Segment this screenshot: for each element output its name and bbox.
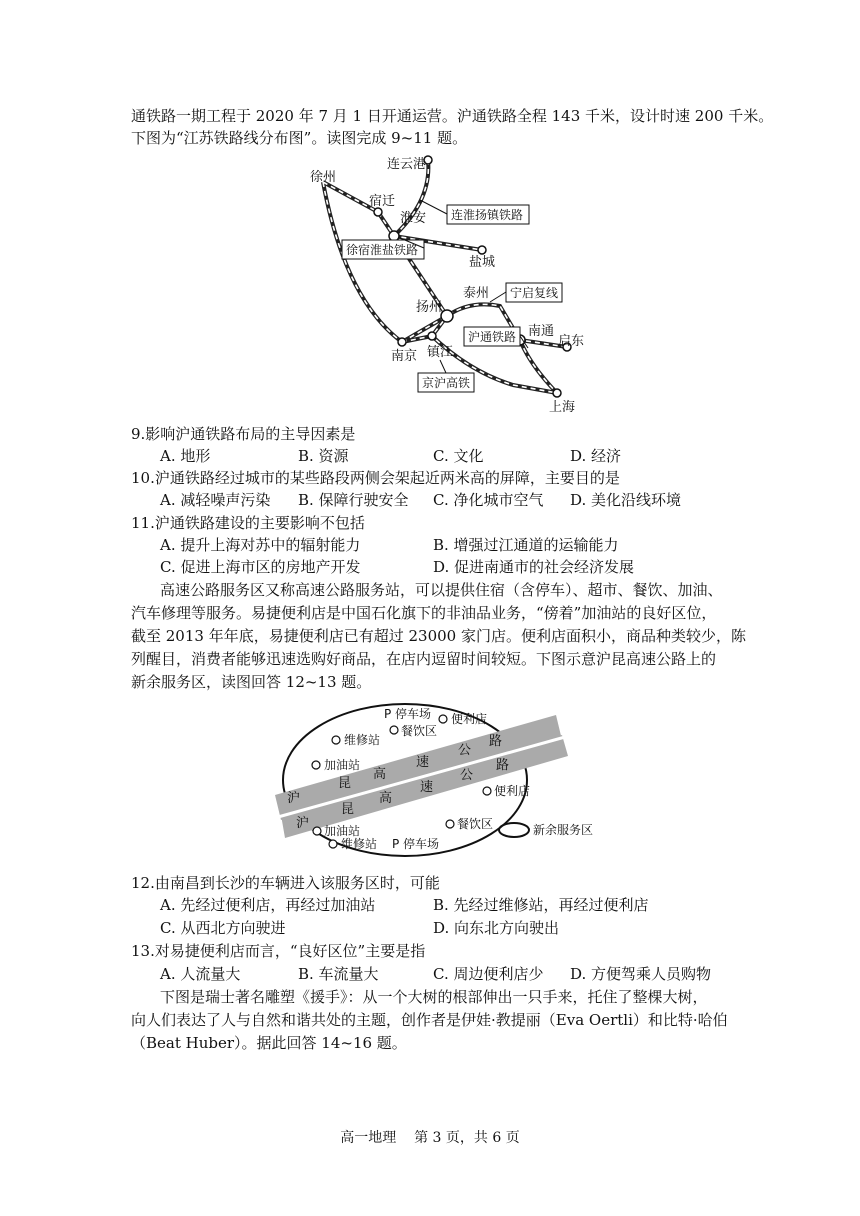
- city-shanghai: 上海: [549, 400, 576, 415]
- passage2-line-1: 高速公路服务区又称高速公路服务站，可以提供住宿（含停车）、超市、餐饮、加油、: [160, 581, 723, 599]
- repair-bottom-label: 维修站: [341, 837, 378, 851]
- road-top-char-5: 公: [458, 743, 472, 758]
- q11-option-a: A. 提升上海对苏中的辐射能力: [160, 536, 361, 554]
- road-top-char-3: 高: [373, 767, 387, 782]
- road-bottom-char-3: 高: [379, 791, 393, 806]
- q11-option-b: B. 增强过江通道的运输能力: [433, 536, 619, 554]
- road-bottom-char-2: 昆: [341, 802, 355, 817]
- q10-option-d: D. 美化沿线环境: [570, 491, 682, 509]
- q11-stem: 11.沪通铁路建设的主要影响不包括: [131, 514, 365, 532]
- repair-bottom-marker: [329, 840, 337, 848]
- q13-option-b: B. 车流量大: [298, 965, 379, 983]
- city-lianyungang: 连云港: [387, 157, 427, 172]
- parking-top-label: P 停车场: [384, 707, 432, 721]
- q12-option-d: D. 向东北方向驶出: [433, 919, 560, 937]
- city-nanjing: 南京: [391, 349, 418, 364]
- city-nantong: 南通: [528, 324, 555, 339]
- q12-stem: 12.由南昌到长沙的车辆进入该服务区时，可能: [131, 874, 440, 892]
- q9-option-b: B. 资源: [298, 447, 349, 465]
- q13-option-c: C. 周边便利店少: [433, 965, 544, 983]
- road-top-char-2: 昆: [338, 776, 352, 791]
- gas-top-label: 加油站: [324, 758, 361, 772]
- q10-stem: 10.沪通铁路经过城市的某些路段两侧会架起近两米高的屏障，主要目的是: [131, 469, 620, 487]
- q9-stem: 9.影响沪通铁路布局的主导因素是: [131, 425, 356, 443]
- legend-ellipse: [499, 823, 529, 837]
- city-huaian: 淮安: [400, 211, 427, 226]
- q12-option-b: B. 先经过维修站，再经过便利店: [433, 896, 649, 914]
- yangzhou-dot: [441, 310, 453, 322]
- q13-option-a: A. 人流量大: [160, 965, 241, 983]
- repair-top-label: 维修站: [344, 733, 381, 747]
- railway-hutong: 沪通铁路: [468, 330, 517, 344]
- city-taizhou: 泰州: [463, 286, 490, 301]
- q10-option-b: B. 保障行驶安全: [298, 491, 409, 509]
- railway-jinghu: 京沪高铁: [422, 376, 471, 390]
- road-top-char-1: 沪: [287, 791, 301, 806]
- q9-option-c: C. 文化: [433, 447, 484, 465]
- q9-option-a: A. 地形: [160, 447, 211, 465]
- store-bottom-marker: [483, 787, 491, 795]
- gas-bottom-marker: [313, 827, 321, 835]
- road-top-char-4: 速: [416, 755, 430, 770]
- intro-line-1: 通铁路一期工程于 2020 年 7 月 1 日开通运营。沪通铁路全程 143 千米，设计时速 200 千米。: [131, 107, 774, 125]
- railway-ningqi: 宁启复线: [510, 286, 559, 300]
- page-footer: 高一地理 第 3 页，共 6 页: [340, 1130, 520, 1146]
- gas-top-marker: [312, 761, 320, 769]
- road-bottom-char-1: 沪: [296, 816, 310, 831]
- city-suqian: 宿迁: [369, 194, 396, 209]
- intro-line-2: 下图为“江苏铁路线分布图”。读图完成 9~11 题。: [131, 129, 468, 147]
- store-bottom-label: 便利店: [494, 784, 531, 798]
- railway-lianhuai: 连淮扬镇铁路: [451, 208, 524, 222]
- zhenjiang-dot: [428, 332, 436, 340]
- xinyu-service-area-map: [270, 695, 610, 870]
- dining-bottom-marker: [446, 820, 454, 828]
- q12-option-c: C. 从西北方向驶进: [160, 919, 286, 937]
- city-zhenjiang: 镇江: [427, 345, 454, 360]
- road-bottom-char-5: 公: [460, 768, 474, 783]
- road-bottom-char-6: 路: [496, 758, 510, 773]
- repair-top-marker: [332, 736, 340, 744]
- passage3-line-2: 向人们表达了人与自然和谐共处的主题，创作者是伊娃·教提丽（Eva Oertli）和比特·哈伯: [131, 1011, 728, 1029]
- store-top-label: 便利店: [451, 712, 488, 726]
- q11-option-d: D. 促进南通市的社会经济发展: [433, 558, 635, 576]
- gas-bottom-label: 加油站: [324, 824, 361, 838]
- jiangsu-railway-map: [300, 150, 600, 418]
- road-top-char-6: 路: [489, 734, 503, 749]
- parking-bottom-label: P 停车场: [392, 837, 440, 851]
- nanjing-dot: [398, 338, 406, 346]
- passage3-line-1: 下图是瑞士著名雕塑《援手》：从一个大树的根部伸出一只手来，托住了整棵大树，: [160, 988, 708, 1006]
- q12-option-a: A. 先经过便利店，再经过加油站: [160, 896, 376, 914]
- q11-option-c: C. 促进上海市区的房地产开发: [160, 558, 361, 576]
- q13-stem: 13.对易捷便利店而言，“良好区位”主要是指: [131, 942, 426, 960]
- q10-option-c: C. 净化城市空气: [433, 491, 544, 509]
- passage2-line-3: 截至 2013 年年底，易捷便利店已有超过 23000 家门店。便利店面积小，商品种类较少，陈: [131, 627, 746, 645]
- yancheng-dot: [478, 246, 486, 254]
- suqian-dot: [374, 208, 382, 216]
- city-yangzhou: 扬州: [416, 300, 443, 315]
- dining-bottom-label: 餐饮区: [457, 817, 494, 831]
- city-yancheng: 盐城: [469, 255, 496, 270]
- passage2-line-4: 列醒目，消费者能够迅速选购好商品，在店内逗留时间较短。下图示意沪昆高速公路上的: [131, 650, 717, 668]
- city-qidong: 启东: [558, 334, 585, 349]
- dining-top-label: 餐饮区: [401, 724, 438, 738]
- q9-option-d: D. 经济: [570, 447, 622, 465]
- q13-option-d: D. 方便驾乘人员购物: [570, 965, 712, 983]
- railway-xusu: 徐宿淮盐铁路: [346, 243, 419, 257]
- passage3-line-3: （Beat Huber）。据此回答 14~16 题。: [131, 1034, 407, 1052]
- store-top-marker: [439, 715, 447, 723]
- passage2-line-5: 新余服务区，读图回答 12~13 题。: [131, 673, 372, 691]
- q10-option-a: A. 减轻噪声污染: [160, 491, 271, 509]
- road-bottom-char-4: 速: [420, 780, 434, 795]
- dining-top-marker: [390, 726, 398, 734]
- legend-label: 新余服务区: [533, 823, 594, 837]
- shanghai-dot: [553, 389, 561, 397]
- city-xuzhou: 徐州: [310, 170, 337, 185]
- passage2-line-2: 汽车修理等服务。易捷便利店是中国石化旗下的非油品业务，“傍着”加油站的良好区位，: [131, 604, 717, 622]
